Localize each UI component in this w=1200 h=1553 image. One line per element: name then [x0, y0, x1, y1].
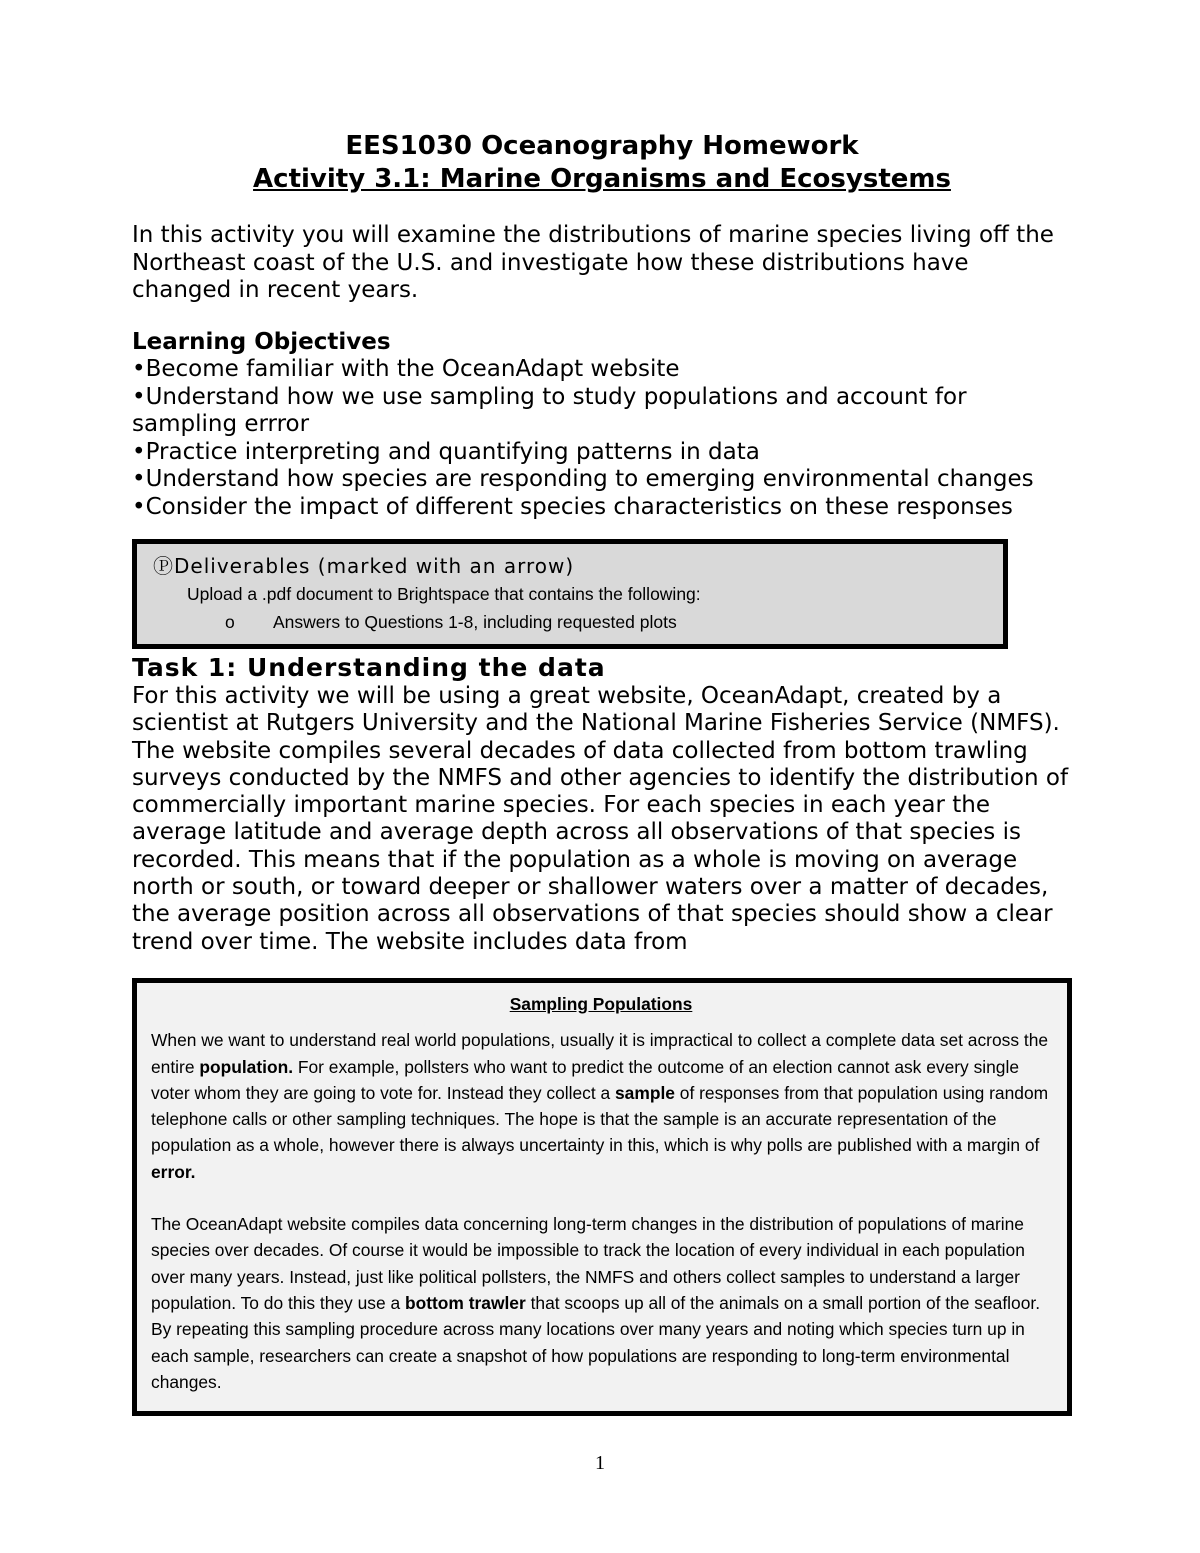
page-number: 1	[595, 1452, 605, 1474]
objective-item: • Become familiar with the OceanAdapt website	[132, 356, 1072, 384]
term-sample: sample	[615, 1082, 675, 1103]
sampling-title: Sampling Populations	[509, 993, 693, 1014]
intro-paragraph: In this activity you will examine the distributions of marine species living off the Northeast coast of the U.S. and investigate how these distributions have changed in recent years.	[132, 222, 1054, 303]
learning-objectives-list	[132, 356, 1072, 521]
objective-item: • Understand how we use sampling to study populations and account for sampling errror	[132, 384, 1072, 439]
deliverables-box	[132, 539, 1008, 649]
sampling-p1-text: When we want to understand real world populations, usually it is impractical to collect a complete data set across the entire	[151, 1030, 1049, 1077]
term-bottom-trawler: bottom trawler	[404, 1292, 526, 1313]
activity-subtitle: Activity 3.1: Marine Organisms and Ecosystems	[253, 164, 951, 194]
task1-body: For this activity we will be using a great website, OceanAdapt, created by a scientist at Rutgers University and the National Marine Fisheries Service (NMFS). The website compiles several decades of data collected from bottom trawling surveys conducted by the NMFS and other agencies to identify the distribution of commercially important marine species. For each species in each year the average latitude and average depth across all observations of that species is recorded. This means that if the population as a whole is moving on average north or south, or toward deeper or shallower waters over a matter of decades, the average position across all observations of that species should show a clear trend over time. The website includes data from	[132, 683, 1069, 955]
sampling-p2-text: The OceanAdapt website compiles data concerning long-term changes in the distribution of populations of marine species over decades. Of course it would be impossible to track the location of every individual in each population over many years. Instead, just like political pollsters, the NMFS and others collect samples to understand a larger population. To do this they use a	[151, 1214, 1025, 1313]
circle-bullet-icon: o	[225, 612, 235, 632]
sampling-p1-text: For example, pollsters who want to predict the outcome of an election cannot ask every single voter whom they are going to vote for. Instead they collect a	[151, 1056, 1020, 1103]
objective-item: • Consider the impact of different species characteristics on these responses	[132, 494, 1072, 522]
deliverables-title: ⓅDeliverables (marked with an arrow)	[153, 554, 575, 578]
term-error: error.	[151, 1161, 196, 1182]
learning-objectives-heading: Learning Objectives	[132, 328, 391, 355]
sampling-paragraph-1	[151, 1027, 1051, 1185]
sampling-p2-text: that scoops up all of the animals on a small portion of the seafloor. By repeating this sampling procedure across many locations over many years and noting which species turn up in each sample, researchers can create a snapshot of how populations are responding to long-term environmental changes.	[151, 1292, 1041, 1392]
sampling-populations-box	[132, 978, 1072, 1416]
deliverables-instruction: Upload a .pdf document to Brightspace that contains the following:	[187, 584, 701, 604]
deliverables-sub-item	[153, 608, 1003, 636]
deliverables-sub-text: Answers to Questions 1-8, including requested plots	[273, 612, 677, 632]
sampling-p1-text: of responses from that population using random telephone calls or other sampling techniques. The hope is that the sample is an accurate representation of the population as a whole, however there is always uncertainty in this, which is why polls are published with a margin of	[151, 1082, 1049, 1156]
objective-item: • Practice interpreting and quantifying patterns in data	[132, 439, 1072, 467]
document-page	[132, 130, 1072, 1416]
task1-heading: Task 1: Understanding the data	[132, 653, 606, 682]
term-population: population.	[199, 1056, 294, 1077]
sampling-paragraph-2	[151, 1211, 1051, 1395]
document-title: EES1030 Oceanography Homework	[345, 131, 859, 161]
objective-item: • Understand how species are responding to emerging environmental changes	[132, 466, 1072, 494]
